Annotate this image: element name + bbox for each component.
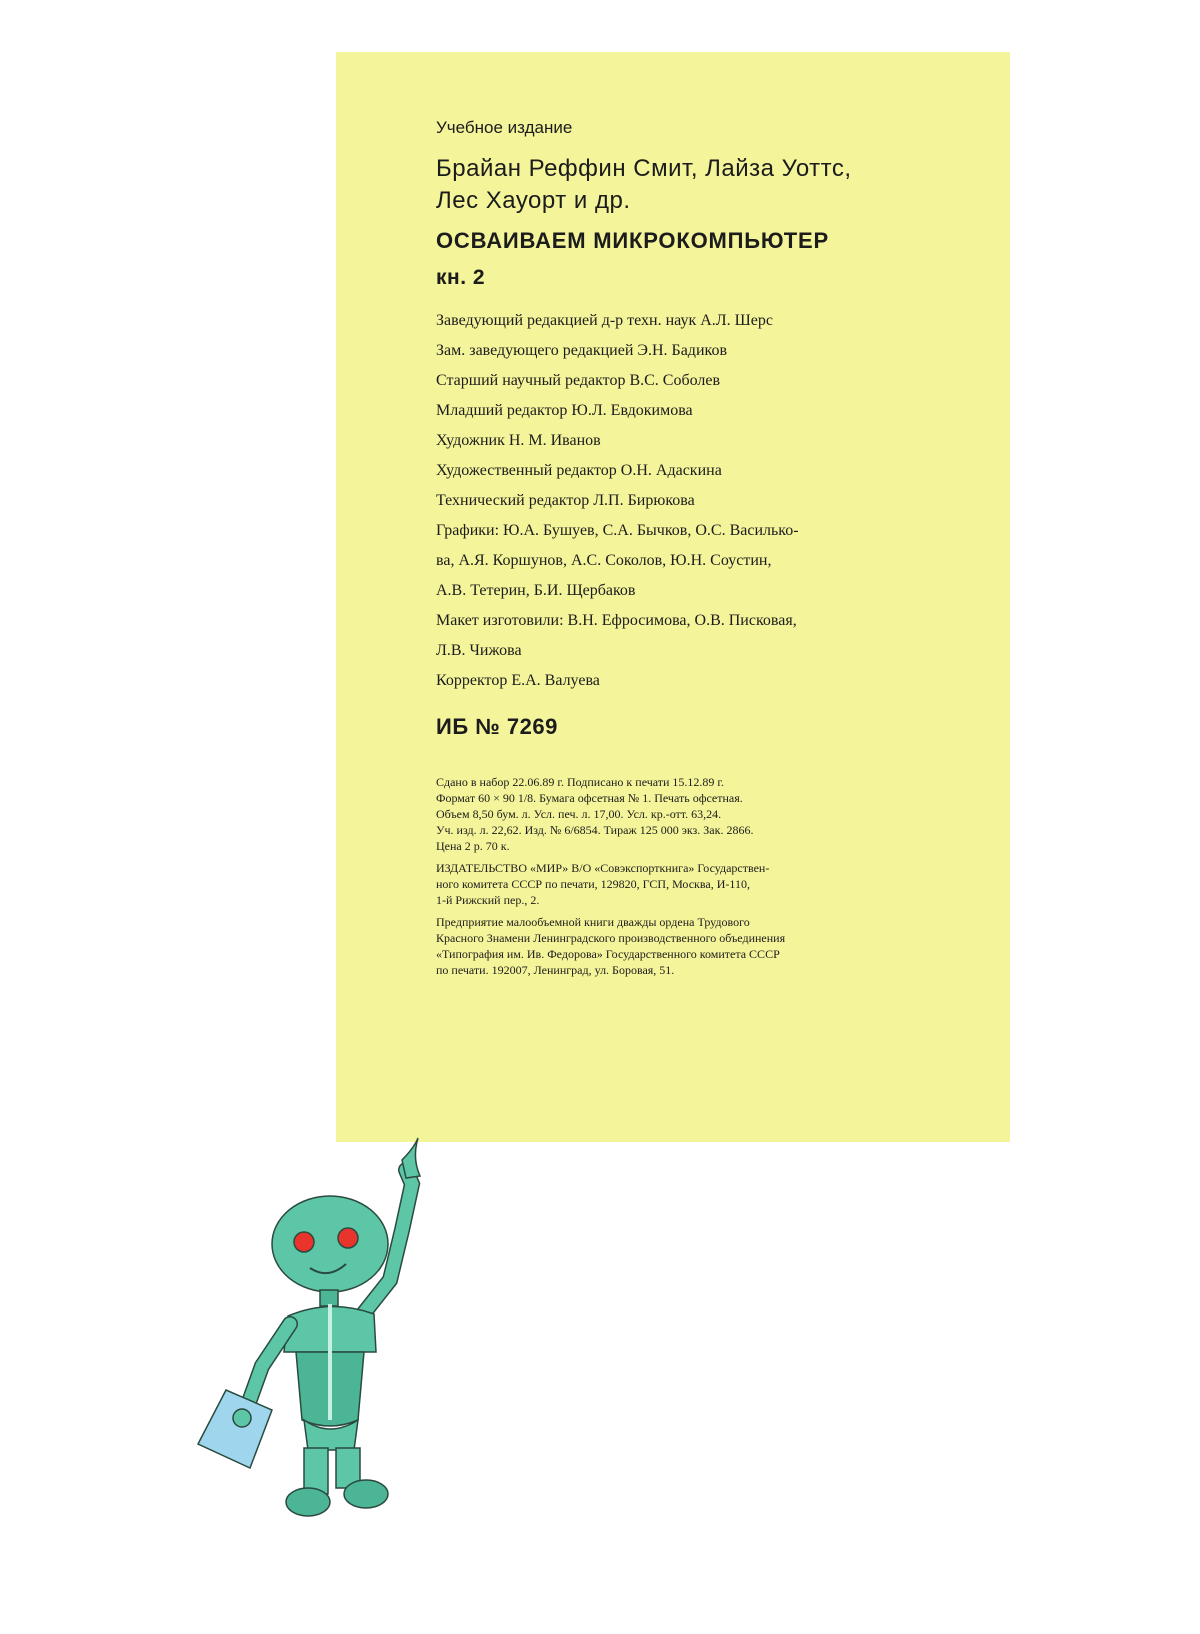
credit-line: Художественный редактор О.Н. Адаскина bbox=[436, 462, 722, 479]
credit-line: Художник Н. М. Иванов bbox=[436, 432, 601, 449]
print-detail-line: Цена 2 р. 70 к. bbox=[436, 839, 510, 853]
print-detail-line: Формат 60 × 90 1/8. Бумага офсетная № 1. Печать офсетная. bbox=[436, 791, 743, 805]
authors bbox=[436, 153, 852, 217]
book-volume: кн. 2 bbox=[436, 266, 486, 289]
ib-number: ИБ № 7269 bbox=[436, 714, 558, 739]
credit-line: А.В. Тетерин, Б.И. Щербаков bbox=[436, 582, 636, 599]
publisher-info bbox=[436, 860, 906, 908]
print-detail-line: Объем 8,50 бум. л. Усл. печ. л. 17,00. Усл. кр.-отт. 63,24. bbox=[436, 807, 722, 821]
robot-icon bbox=[198, 1138, 420, 1516]
publisher-line: ИЗДАТЕЛЬСТВО «МИР» В/О «Совэкспорткнига» Государствен- bbox=[436, 861, 770, 875]
print-detail-line: Уч. изд. л. 22,62. Изд. № 6/6854. Тираж 125 000 экз. Зак. 2866. bbox=[436, 823, 754, 837]
credit-line: Технический редактор Л.П. Бирюкова bbox=[436, 492, 695, 509]
print-details bbox=[436, 774, 906, 854]
robot-illustration bbox=[180, 1120, 480, 1520]
credit-line: Л.В. Чижова bbox=[436, 642, 522, 659]
printer-line: Красного Знамени Ленинградского производственного объединения bbox=[436, 931, 786, 945]
authors-line-1: Брайан Реффин Смит, Лайза Уоттс, bbox=[436, 155, 852, 182]
printer-line: по печати. 192007, Ленинград, ул. Боровая, 51. bbox=[436, 963, 675, 977]
publisher-line: ного комитета СССР по печати, 129820, ГСП, Москва, И-110, bbox=[436, 877, 750, 891]
book-title: ОСВАИВАЕМ МИКРОКОМПЬЮТЕР bbox=[436, 228, 829, 253]
credit-line: ва, А.Я. Коршунов, А.С. Соколов, Ю.Н. Соустин, bbox=[436, 552, 772, 569]
credit-line: Зам. заведующего редакцией Э.Н. Бадиков bbox=[436, 342, 728, 359]
credit-line: Макет изготовили: В.Н. Ефросимова, О.В. Писковая, bbox=[436, 612, 797, 629]
publisher-line: 1-й Рижский пер., 2. bbox=[436, 893, 540, 907]
print-detail-line: Сдано в набор 22.06.89 г. Подписано к печати 15.12.89 г. bbox=[436, 775, 724, 789]
edition-type: Учебное издание bbox=[436, 118, 573, 137]
credit-line: Старший научный редактор В.С. Соболев bbox=[436, 372, 721, 389]
credit-line: Корректор Е.А. Валуева bbox=[436, 672, 600, 689]
imprint-panel bbox=[336, 52, 1010, 1142]
credits-list bbox=[436, 306, 916, 696]
credit-line: Младший редактор Ю.Л. Евдокимова bbox=[436, 402, 693, 419]
authors-line-2: Лес Хауорт и др. bbox=[436, 187, 631, 214]
credit-line: Графики: Ю.А. Бушуев, С.А. Бычков, О.С. Василько- bbox=[436, 522, 799, 539]
credit-line: Заведующий редакцией д-р техн. наук А.Л. Шерс bbox=[436, 312, 773, 329]
printer-line: Предприятие малообъемной книги дважды ордена Трудового bbox=[436, 915, 750, 929]
printer-line: «Типография им. Ив. Федорова» Государственного комитета СССР bbox=[436, 947, 780, 961]
printer-info bbox=[436, 914, 906, 978]
